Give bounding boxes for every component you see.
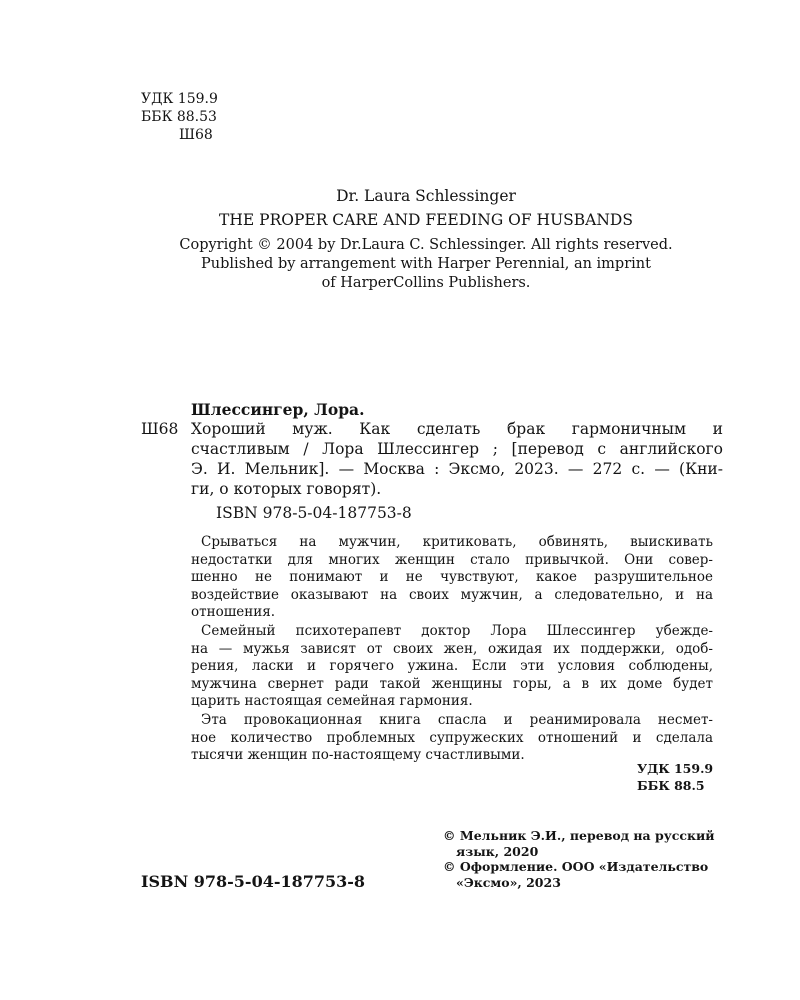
design-rights-line: «Эксмо», 2023: [456, 874, 561, 890]
annotation: [191, 534, 713, 766]
isbn-bottom: ISBN 978-5-04-187753-8: [141, 872, 366, 891]
copyright-line: Published by arrangement with Harper Perennial, an imprint: [201, 256, 651, 272]
udk-code: УДК 159.9: [637, 761, 714, 776]
catalog-line: Хороший муж. Как сделать брак гармоничным и: [191, 420, 723, 438]
catalog-line: ги, о которых говорят).: [191, 480, 382, 498]
annotation-line: мужчина свернет ради такой женщины горы, а в их доме будет: [191, 675, 713, 692]
annotation-line: ное количество проблемных супружеских отношений и сделала: [191, 729, 713, 746]
classification-codes-bottom: [637, 760, 713, 794]
copyright-line: Copyright © 2004 by Dr.Laura C. Schlessinger. All rights reserved.: [179, 237, 673, 253]
catalog-author-mark: Ш68: [141, 420, 179, 438]
catalog-isbn: ISBN 978-5-04-187753-8: [216, 504, 412, 522]
catalog-line: счастливым / Лора Шлессингер ; [перевод с английского: [191, 440, 723, 458]
bbk-code: ББК 88.5: [637, 778, 705, 793]
translation-rights-line: © Мельник Э.И., перевод на русский: [443, 828, 715, 843]
annotation-line: тысячи женщин по-настоящему счастливыми.: [191, 747, 525, 764]
author-mark-code: Ш68: [179, 127, 213, 143]
annotation-line: шенно не понимают и не чувствуют, какое разрушительное: [191, 569, 713, 586]
annotation-line: отношения.: [191, 604, 276, 621]
original-title: THE PROPER CARE AND FEEDING OF HUSBANDS: [219, 211, 633, 229]
translation-rights-line: язык, 2020: [456, 843, 539, 859]
annotation-paragraph: [191, 534, 713, 622]
annotation-paragraph: [191, 712, 713, 765]
annotation-line: воздействие оказывают на своих мужчин, а следовательно, и на: [191, 586, 713, 603]
bbk-code: ББК 88.53: [141, 109, 217, 125]
annotation-line: недостатки для многих женщин стало привычкой. Они совер-: [191, 551, 713, 568]
original-author: Dr. Laura Schlessinger: [336, 187, 516, 205]
annotation-line: на — мужья зависят от своих жен, ожидая их поддержки, одоб-: [191, 640, 713, 657]
annotation-line: рения, ласки и горячего ужина. Если эти условия соблюдены,: [191, 658, 713, 675]
annotation-line: Эта провокационная книга спасла и реанимировала несмет-: [201, 711, 713, 728]
udk-code: УДК 159.9: [141, 91, 218, 107]
annotation-line: Семейный психотерапевт доктор Лора Шлессингер убежде-: [201, 622, 713, 639]
catalog-description: [191, 419, 723, 499]
original-edition-info: [0, 184, 800, 232]
copyright-line: of HarperCollins Publishers.: [321, 275, 531, 291]
rights-notice: [443, 828, 715, 890]
catalog-line: Э. И. Мельник]. — Москва : Эксмо, 2023. — 272 с. — (Кни-: [191, 460, 723, 478]
original-copyright: [0, 236, 800, 293]
annotation-line: Срываться на мужчин, критиковать, обвинять, выискивать: [201, 534, 713, 550]
design-rights-line: © Оформление. ООО «Издательство: [443, 859, 709, 874]
annotation-paragraph: [191, 623, 713, 711]
classification-codes-top: [141, 90, 218, 144]
catalog-author-heading: Шлессингер, Лора.: [191, 400, 365, 419]
annotation-line: царить настоящая семейная гармония.: [191, 693, 473, 710]
